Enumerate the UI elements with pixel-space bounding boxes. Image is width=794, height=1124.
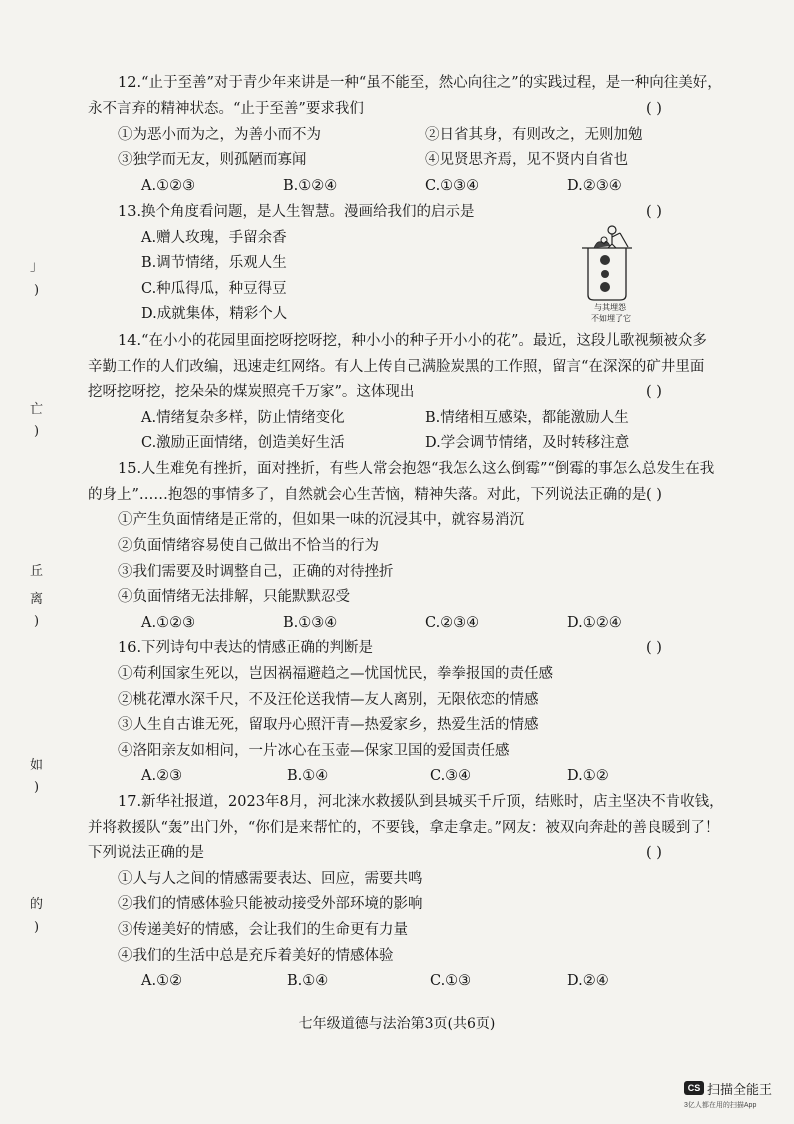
- question-16-stem: 16.下列诗句中表达的情感正确的判断是: [118, 640, 374, 656]
- q14-option-c[interactable]: C.激励正面情绪，创造美好生活: [141, 435, 345, 451]
- margin-fragment: 亡: [30, 402, 44, 417]
- answer-blank-13[interactable]: ( ): [646, 204, 662, 220]
- q13-option-a[interactable]: A.赠人玫瑰，手留余香: [141, 230, 287, 246]
- page-footer: 七年级道德与法治第3页(共6页): [298, 1016, 496, 1032]
- q14-option-b[interactable]: B.情绪相互感染，都能激励人生: [425, 410, 629, 426]
- margin-fragment: 离: [30, 592, 44, 607]
- margin-fragment: ): [34, 780, 40, 795]
- q15-statement-4: ④负面情绪无法排解，只能默默忍受: [118, 589, 350, 605]
- q16-statement-3: ③人生自古谁无死，留取丹心照汗青—热爱家乡，热爱生活的情感: [118, 717, 539, 733]
- q16-option-b[interactable]: B.①④: [287, 768, 329, 784]
- answer-blank-16[interactable]: ( ): [646, 640, 662, 656]
- question-13-stem: 13.换个角度看问题，是人生智慧。漫画给我们的启示是: [118, 204, 475, 220]
- q15-option-a[interactable]: A.①②③: [141, 615, 196, 631]
- q13-option-d[interactable]: D.成就集体，精彩个人: [141, 306, 288, 322]
- question-12-stem: 12.“止于至善”对于青少年来讲是一种“虽不能至，然心向往之”的实践过程，是一种向往美好，: [118, 75, 722, 91]
- q16-option-c[interactable]: C.③④: [430, 768, 472, 784]
- q15-statement-2: ②负面情绪容易使自己做出不恰当的行为: [118, 538, 379, 554]
- q14-option-d[interactable]: D.学会调节情绪，及时转移注意: [425, 435, 630, 451]
- q13-option-b[interactable]: B.调节情绪，乐观人生: [141, 255, 287, 271]
- q17-option-c[interactable]: C.①③: [430, 973, 472, 989]
- q13-option-c[interactable]: C.种瓜得瓜，种豆得豆: [141, 281, 287, 297]
- question-12-stem-cont: 永不言弃的精神状态。“止于至善”要求我们: [88, 101, 364, 117]
- q17-option-a[interactable]: A.①②: [141, 973, 183, 989]
- margin-fragment: 如: [30, 758, 44, 773]
- question-14-stem: 14.“在小小的花园里面挖呀挖呀挖，种小小的种子开小小的花”。最近，这段儿歌视频被众多: [118, 333, 707, 349]
- q12-option-a[interactable]: A.①②③: [141, 178, 196, 194]
- question-14-stem-cont: 辛勤工作的人们改编，迅速走红网络。有人上传自己满脸炭黑的工作照，留言“在深深的矿井里面: [88, 359, 705, 375]
- q17-statement-3: ③传递美好的情感，会让我们的生命更有力量: [118, 922, 408, 938]
- q14-option-a[interactable]: A.情绪复杂多样，防止情绪变化: [141, 410, 345, 426]
- cartoon-caption-2: 不如埋了它: [591, 314, 631, 323]
- watermark-tagline: 3亿人都在用的扫描App: [684, 1102, 757, 1109]
- q16-statement-2: ②桃花潭水深千尺，不及汪伦送我情—友人离别，无限依恋的情感: [118, 692, 539, 708]
- q16-statement-1: ①苟利国家生死以，岂因祸福避趋之—忧国忧民，拳拳报国的责任感: [118, 666, 553, 682]
- margin-fragment: ): [34, 283, 40, 298]
- question-17-stem-cont: 并将救援队“轰”出门外，“你们是来帮忙的，不要钱，拿走拿走。”网友：被双向奔赴的善良暖到了！: [88, 820, 720, 836]
- q12-statement-2: ②日省其身，有则改之，无则加勉: [425, 127, 643, 143]
- margin-fragment: ): [34, 424, 40, 439]
- q12-option-b[interactable]: B.①②④: [283, 178, 338, 194]
- q12-statement-4: ④见贤思齐焉，见不贤内自省也: [425, 152, 628, 168]
- q17-statement-1: ①人与人之间的情感需要表达、回应，需要共鸣: [118, 871, 423, 887]
- q17-option-b[interactable]: B.①④: [287, 973, 329, 989]
- q12-statement-1: ①为恶小而为之，为善小而不为: [118, 127, 321, 143]
- q17-option-d[interactable]: D.②④: [567, 973, 609, 989]
- answer-blank-14[interactable]: ( ): [646, 384, 662, 400]
- question-17-stem: 17.新华社报道，2023年8月，河北涞水救援队到县城买千斤顶，结账时，店主坚决不肯收钱，: [118, 794, 724, 810]
- q15-statement-1: ①产生负面情绪是正常的，但如果一味的沉浸其中，就容易消沉: [118, 512, 524, 528]
- margin-fragment: 」: [30, 259, 44, 274]
- camscanner-logo-icon: CS: [684, 1081, 704, 1095]
- question-17-stem-cont2: 下列说法正确的是: [88, 845, 204, 861]
- margin-fragment: ): [34, 614, 40, 629]
- answer-blank-12[interactable]: ( ): [646, 101, 662, 117]
- q15-option-b[interactable]: B.①③④: [283, 615, 338, 631]
- q17-statement-4: ④我们的生活中总是充斥着美好的情感体验: [118, 948, 394, 964]
- q12-option-d[interactable]: D.②③④: [567, 178, 622, 194]
- answer-blank-17[interactable]: ( ): [646, 845, 662, 861]
- q16-statement-4: ④洛阳亲友如相问，一片冰心在玉壶—保家卫国的爱国责任感: [118, 743, 510, 759]
- question-14-stem-cont2: 挖呀挖呀挖，挖朵朵的煤炭照亮千万家”。这体现出: [88, 384, 415, 400]
- margin-fragment: ): [34, 920, 40, 935]
- q15-option-c[interactable]: C.②③④: [425, 615, 480, 631]
- margin-fragment: 的: [30, 897, 44, 912]
- watermark-app-name: 扫描全能王: [707, 1082, 773, 1097]
- question-15-stem-cont: 的身上”……抱怨的事情多了，自然就会心生苦恼，精神失落。对此，下列说法正确的是: [88, 487, 647, 503]
- margin-fragment: 丘: [30, 564, 44, 579]
- q16-option-a[interactable]: A.②③: [141, 768, 183, 784]
- q17-statement-2: ②我们的情感体验只能被动接受外部环境的影响: [118, 896, 423, 912]
- q12-option-c[interactable]: C.①③④: [425, 178, 480, 194]
- answer-blank-15[interactable]: ( ): [646, 487, 662, 503]
- q12-statement-3: ③独学而无友，则孤陋而寡闻: [118, 152, 307, 168]
- q16-option-d[interactable]: D.①②: [567, 768, 609, 784]
- q15-option-d[interactable]: D.①②④: [567, 615, 622, 631]
- question-15-stem: 15.人生难免有挫折，面对挫折，有些人常会抱怨“我怎么这么倒霉”“倒霉的事怎么总发生在我: [118, 461, 715, 477]
- q15-statement-3: ③我们需要及时调整自己，正确的对待挫折: [118, 564, 394, 580]
- cartoon-caption-1: 与其埋怨: [594, 303, 626, 312]
